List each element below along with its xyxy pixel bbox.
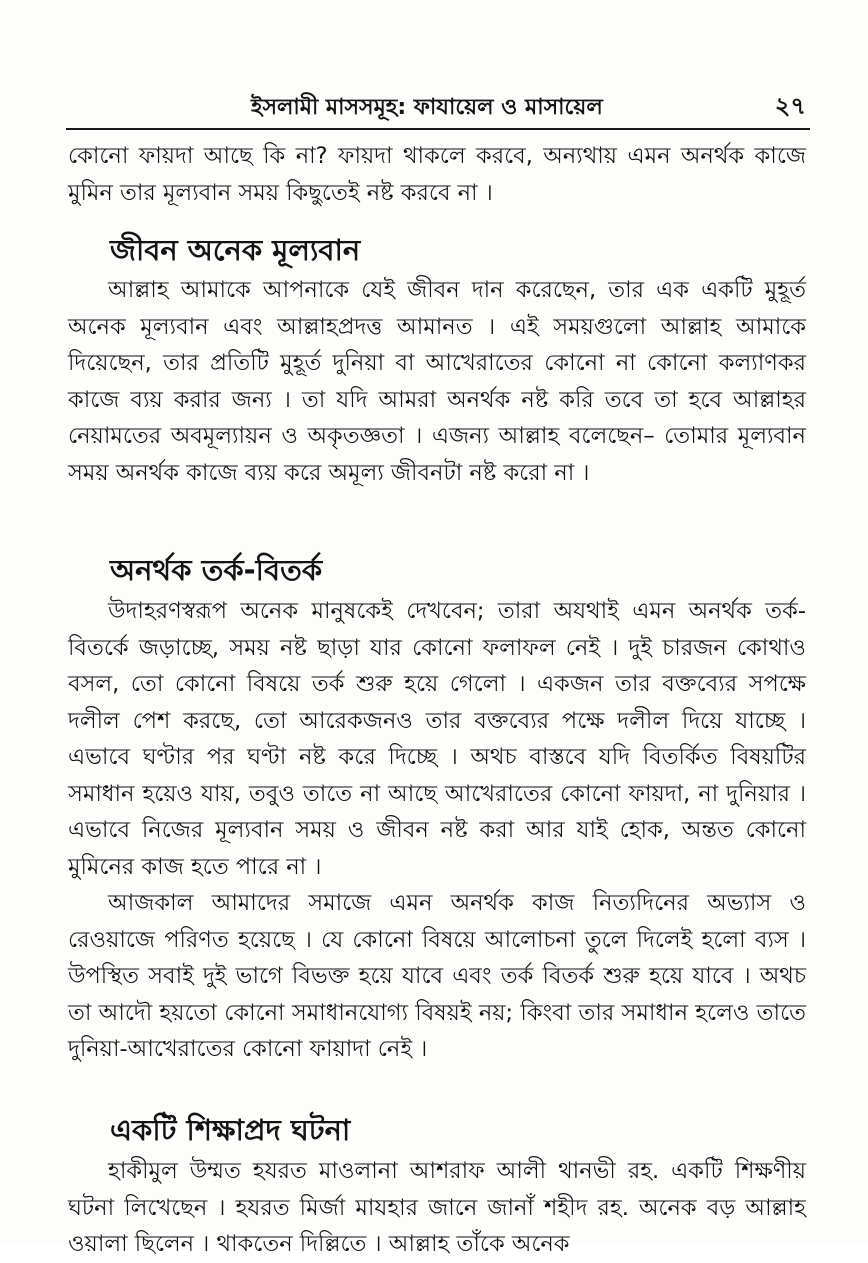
- paragraph: আল্লাহ আমাকে আপনাকে যেই জীবন দান করেছেন, তার এক একটি মুহূর্ত অনেক মূল্যবান এবং আল্লাহপ্রদত্ত আমানত । এই সময়গুলো আল্লাহ আমাকে দিয়েছেন, তার প্রতিটি মুহূর্ত দুনিয়া বা আখেরাতের কোনো না কোনো কল্যাণকর কাজে ব্যয় করার জন্য । তা যদি আমরা অনর্থক নষ্ট করি তবে তা হবে আল্লাহর নেয়ামতের অবমূল্যায়ন ও অকৃতজ্ঞতা । এজন্য আল্লাহ বলেছেন– তোমার মূল্যবান সময় অনর্থক কাজে ব্যয় করে অমূল্য জীবনটা নষ্ট করো না ।: [68, 277, 806, 486]
- section-life-valuable: [68, 272, 806, 491]
- section-heading-life-valuable: জীবন অনেক মূল্যবান: [110, 233, 361, 267]
- section-instructive-incident: [68, 1153, 806, 1263]
- paragraph: উদাহরণস্বরূপ অনেক মানুষকেই দেখবেন; তারা অযথাই এমন অনর্থক তর্ক-বিতর্কে জড়াচ্ছে, সময় নষ্ট ছাড়া যার কোনো ফলাফল নেই । দুই চারজন কোথাও বসল, তো কোনো বিষয়ে তর্ক শুরু হয়ে গেলো । একজন তার বক্তব্যের সপক্ষে দলীল পেশ করছে, তো আরেকজনও তার বক্তব্যের পক্ষে দলীল দিয়ে যাচ্ছে । এভাবে ঘণ্টার পর ঘণ্টা নষ্ট করে দিচ্ছে । অথচ বাস্তবে যদি বিতর্কিত বিষয়টির সমাধান হয়েও যায়, তবুও তাতে না আছে আখেরাতের কোনো ফায়দা, না দুনিয়ার । এভাবে নিজের মূল্যবান সময় ও জীবন নষ্ট করা আর যাই হোক, অন্তত কোনো মুমিনের কাজ হতে পারে না ।: [68, 598, 806, 880]
- section-useless-debate: [68, 593, 806, 1068]
- page-header: [66, 88, 810, 130]
- paragraph: আজকাল আমাদের সমাজে এমন অনর্থক কাজ নিত্যদিনের অভ্যাস ও রেওয়াজে পরিণত হয়েছে । যে কোনো বিষয়ে আলোচনা তুলে দিলেই হলো ব্যস । উপস্থিত সবাই দুই ভাগে বিভক্ত হয়ে যাবে এবং তর্ক বিতর্ক শুরু হয়ে যাবে । অথচ তা আদৌ হয়তো কোনো সমাধানযোগ্য বিষয়ই নয়; কিংবা তার সমাধান হলেও তাতে দুনিয়া-আখেরাতের কোনো ফায়াদা নেই ।: [68, 890, 806, 1062]
- intro-paragraph: কোনো ফায়দা আছে কি না? ফায়দা থাকলে করবে, অন্যথায় এমন অনর্থক কাজে মুমিন তার মূল্যবান সময় কিছুতেই নষ্ট করবে না ।: [68, 143, 806, 206]
- section-heading-useless-debate: অনর্থক তর্ক-বিতর্ক: [110, 553, 323, 587]
- paragraph: হাকীমুল উম্মত হযরত মাওলানা আশরাফ আলী থানভী রহ. একটি শিক্ষণীয় ঘটনা লিখেছেন । হযরত মির্জা মাযহার জানে জানাঁ শহীদ রহ. অনেক বড় আল্লাহ ওয়ালা ছিলেন । থাকতেন দিল্লিতে । আল্লাহ তাঁকে অনেক: [68, 1158, 806, 1257]
- section-heading-instructive-incident: একটি শিক্ষাপ্রদ ঘটনা: [110, 1113, 351, 1147]
- running-title: ইসলামী মাসসমূহ: ফাযায়েল ও মাসায়েল: [251, 95, 603, 120]
- intro-block: [68, 138, 806, 211]
- page-number: ২৭: [774, 92, 806, 120]
